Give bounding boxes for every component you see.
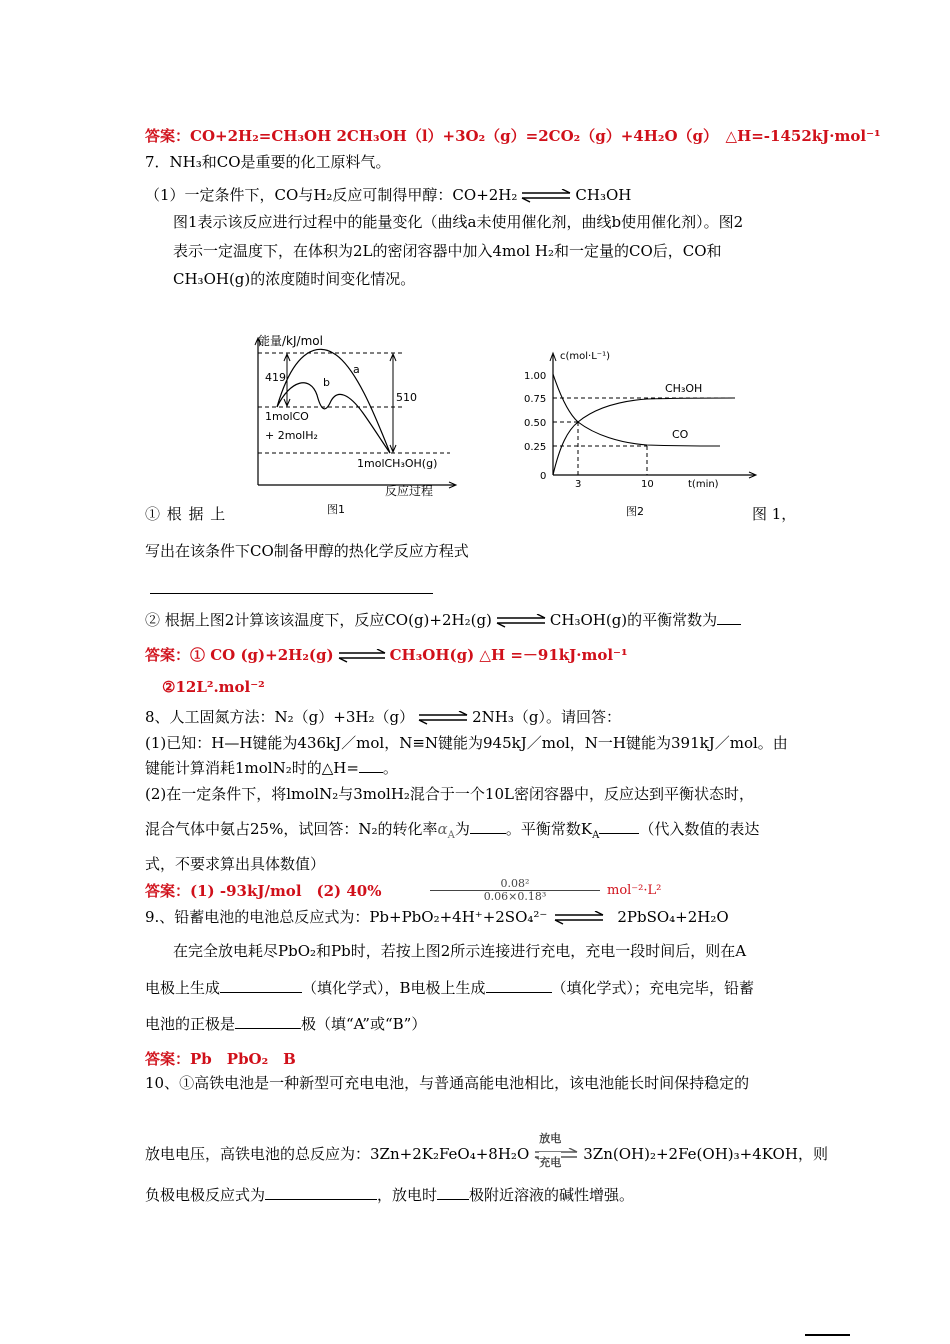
q8-p2-line2-suffix: （代入数值的表达 — [639, 820, 760, 838]
q10-electrode-blank[interactable] — [437, 1185, 469, 1200]
reversible-arrow-icon — [520, 189, 572, 203]
q7-sub2-suffix: CH₃OH(g)的平衡常数为 — [549, 611, 718, 629]
fig1-curve-a-label: a — [353, 363, 360, 376]
q7-sub1-right: 图 1， — [752, 505, 797, 523]
q8-answer — [145, 880, 382, 902]
q8-alpha-symbol: α — [437, 820, 448, 838]
q9-line3-a: 电池的正极是 — [145, 1015, 236, 1033]
page-footer-rule — [805, 1334, 850, 1336]
q9-line1: 在完全放电耗尽PbO₂和Pb时，若按上图2所示连接进行充电，充电一段时间后，则在A — [173, 942, 747, 960]
figure-1 — [245, 325, 475, 520]
fig1-reactant2: + 2molH₂ — [265, 429, 318, 442]
fig2-series-ch3oh — [553, 398, 735, 475]
q9-line2-b: （填化学式），B电极上生成 — [302, 979, 486, 997]
fig2-ytick: 0.50 — [524, 418, 547, 429]
q8-ans-unit: mol⁻²·L² — [607, 883, 662, 898]
q9-b-blank[interactable] — [486, 978, 552, 993]
fig1-xlabel: 反应过程 — [385, 484, 434, 498]
reversible-arrow-icon — [495, 614, 547, 628]
q10-line3-c: 极附近溶液的碱性增强。 — [469, 1186, 635, 1204]
fig1-product: 1molCH₃OH(g) — [357, 457, 438, 470]
fig2-ylabel: c(mol·L⁻¹) — [560, 351, 610, 362]
fig2-series2-label: CO — [672, 428, 689, 441]
q7-part1 — [145, 184, 631, 206]
q9-electrode-blank[interactable] — [235, 1014, 301, 1029]
q7-ans1-prefix: ① CO (g)+2H₂(g) — [190, 646, 334, 664]
fig2-xtick: 3 — [575, 479, 582, 490]
q7-sub1-left: ① 根 据 上 — [145, 505, 227, 523]
fig2-caption: 图2 — [626, 505, 644, 518]
q10-line3-b: ，放电时 — [377, 1186, 438, 1204]
q9-line3-b: 极（填“A”或“B”） — [301, 1015, 427, 1033]
answer-label: 答案： — [145, 127, 191, 145]
q9-line2-c: （填化学式）；充电完毕，铅蓄 — [551, 979, 755, 997]
fig1-ylabel: 能量/kJ/mol — [258, 334, 323, 348]
arrow-top-label: 放电 — [539, 1132, 562, 1145]
fig2-ytick: 0 — [540, 471, 547, 482]
q8-p2-line3: 式，不要求算出具体数值） — [145, 855, 326, 873]
q7-title: 7．NH₃和CO是重要的化工原料气。 — [145, 153, 391, 171]
q7-part1-prefix: （1）一定条件下，CO与H₂反应可制得甲醇：CO+2H₂ — [145, 186, 518, 204]
reversible-arrow-icon — [417, 711, 469, 725]
q7-sub2-prefix: ② 根据上图2计算该该温度下，反应CO(g)+2H₂(g) — [145, 611, 492, 629]
reversible-arrow-icon — [553, 911, 605, 925]
q8-p2-line2-mid2: 。平衡常数K — [505, 820, 593, 838]
q8-title-prefix: 8、人工固氮方法：N₂（g）+3H₂（g） — [145, 708, 415, 726]
q8-p2-line2: 混合气体中氨占25%，试回答：N₂的转化率$\alpha_A$为 。平衡常数$K_A$ （代入数值的表达 — [145, 820, 760, 841]
q7-desc-line1: 图1表示该反应进行过程中的能量变化（曲线a未使用催化剂，曲线b使用催化剂）。图2 — [173, 213, 744, 231]
q8-k-blank[interactable] — [599, 819, 639, 834]
answer-label: 答案： — [145, 1050, 191, 1068]
q8-k-sub: A — [592, 830, 600, 841]
q8-dh-blank[interactable] — [359, 758, 383, 773]
fig1-label-510: 510 — [396, 391, 417, 404]
fig2-xlabel: t(min) — [688, 479, 719, 490]
q8-title-suffix: 2NH₃（g）。请回答： — [472, 708, 621, 726]
reversible-arrow-icon — [337, 649, 387, 663]
q8-p1-line2-prefix: 键能计算消耗1molN₂时的△H= — [145, 759, 359, 777]
q9-line2 — [145, 977, 754, 999]
q8-ans-text: (1) -93kJ/mol (2) 40% — [190, 882, 382, 900]
answer-text: CO+2H₂=CH₃OH 2CH₃OH（l）+3O₂（g）=2CO₂（g）+4H₂O（g） △H=-1452kJ·mol⁻¹ — [190, 127, 881, 145]
q8-conversion-blank[interactable] — [470, 819, 506, 834]
fig1-caption: 图1 — [327, 503, 345, 516]
fig2-ytick: 0.75 — [524, 394, 547, 405]
fig2-series1-label: CH₃OH — [665, 382, 703, 395]
q9-title-prefix: 9.、铅蓄电池的电池总反应式为：Pb+PbO₂+4H⁺+2SO₄²⁻ — [145, 908, 548, 926]
q8-p1-line1: (1)已知：H—H键能为436kJ／mol，N≡N键能为945kJ／mol，N一H键能为391kJ／mol。由 — [145, 734, 788, 752]
q7-sub2 — [145, 609, 741, 631]
q8-frac-den: 0.06×0.18³ — [430, 890, 600, 903]
fig1-curve-b-label: b — [323, 376, 330, 389]
q7-answer-blank[interactable] — [150, 593, 433, 594]
q8-p2-line1: (2)在一定条件下，将lmolN₂与3molH₂混合于一个10L密闭容器中，反应达到平衡状态时， — [145, 785, 754, 803]
q10-line2-suffix: 3Zn(OH)₂+2Fe(OH)₃+4KOH，则 — [583, 1145, 828, 1163]
q9-ans-text: Pb PbO₂ B — [190, 1050, 296, 1068]
q10-line2-prefix: 放电电压，高铁电池的总反应为：3Zn+2K₂FeO₄+8H₂O — [145, 1145, 530, 1163]
answer-6 — [145, 125, 881, 147]
q9-a-blank[interactable] — [220, 978, 302, 993]
discharge-charge-arrow — [533, 1132, 579, 1169]
q10-line3-a: 负极电极反应式为 — [145, 1186, 266, 1204]
q7-desc-line3: CH₃OH(g)的浓度随时间变化情况。 — [173, 270, 416, 288]
q8-p2-line2-mid1: 为 — [454, 820, 470, 838]
q7-answer-2: ②12L².mol⁻² — [162, 678, 265, 696]
q8-p1-line2 — [145, 757, 398, 779]
answer-label: 答案： — [145, 882, 191, 900]
fig1-label-419: 419 — [265, 371, 286, 384]
q7-desc-line2: 表示一定温度下，在体积为2L的密闭容器中加入4mol H₂和一定量的CO后，CO和 — [173, 242, 722, 260]
fig2-xtick: 10 — [641, 479, 654, 490]
q7-sub1-line2: 写出在该条件下CO制备甲醇的热化学反应方程式 — [145, 542, 469, 560]
q10-line1: 10、①高铁电池是一种新型可充电电池，与普通高能电池相比，该电池能长时间保持稳定的 — [145, 1074, 750, 1092]
q8-title — [145, 706, 621, 728]
q10-line3 — [145, 1184, 634, 1206]
q7-ans1-suffix: CH₃OH(g) △H =－91kJ·mol⁻¹ — [389, 646, 628, 664]
q10-negative-blank[interactable] — [265, 1185, 377, 1200]
q9-title — [145, 906, 729, 928]
q7-part1-suffix: CH₃OH — [575, 186, 632, 204]
q9-line2-a: 电极上生成 — [145, 979, 221, 997]
fig2-ytick: 0.25 — [524, 442, 547, 453]
q8-frac-num: 0.08² — [500, 877, 530, 890]
q9-title-suffix: 2PbSO₄+2H₂O — [617, 908, 729, 926]
q8-p2-line2-prefix: 混合气体中氨占25%，试回答：N₂的转化率 — [145, 820, 438, 838]
q8-p1-line2-suffix: 。 — [382, 759, 398, 777]
fig1-reactant1: 1molCO — [265, 410, 309, 423]
figure-2 — [520, 345, 760, 520]
answer-label: 答案： — [145, 646, 191, 664]
q7-answer-1 — [145, 644, 628, 666]
q8-fraction — [430, 878, 600, 903]
q9-answer — [145, 1048, 296, 1070]
q10-line2 — [145, 1132, 828, 1169]
fig2-ytick: 1.00 — [524, 371, 547, 382]
q9-line3 — [145, 1013, 426, 1035]
arrow-bottom-label: 充电 — [539, 1152, 561, 1174]
q7-sub2-blank[interactable] — [717, 610, 741, 625]
